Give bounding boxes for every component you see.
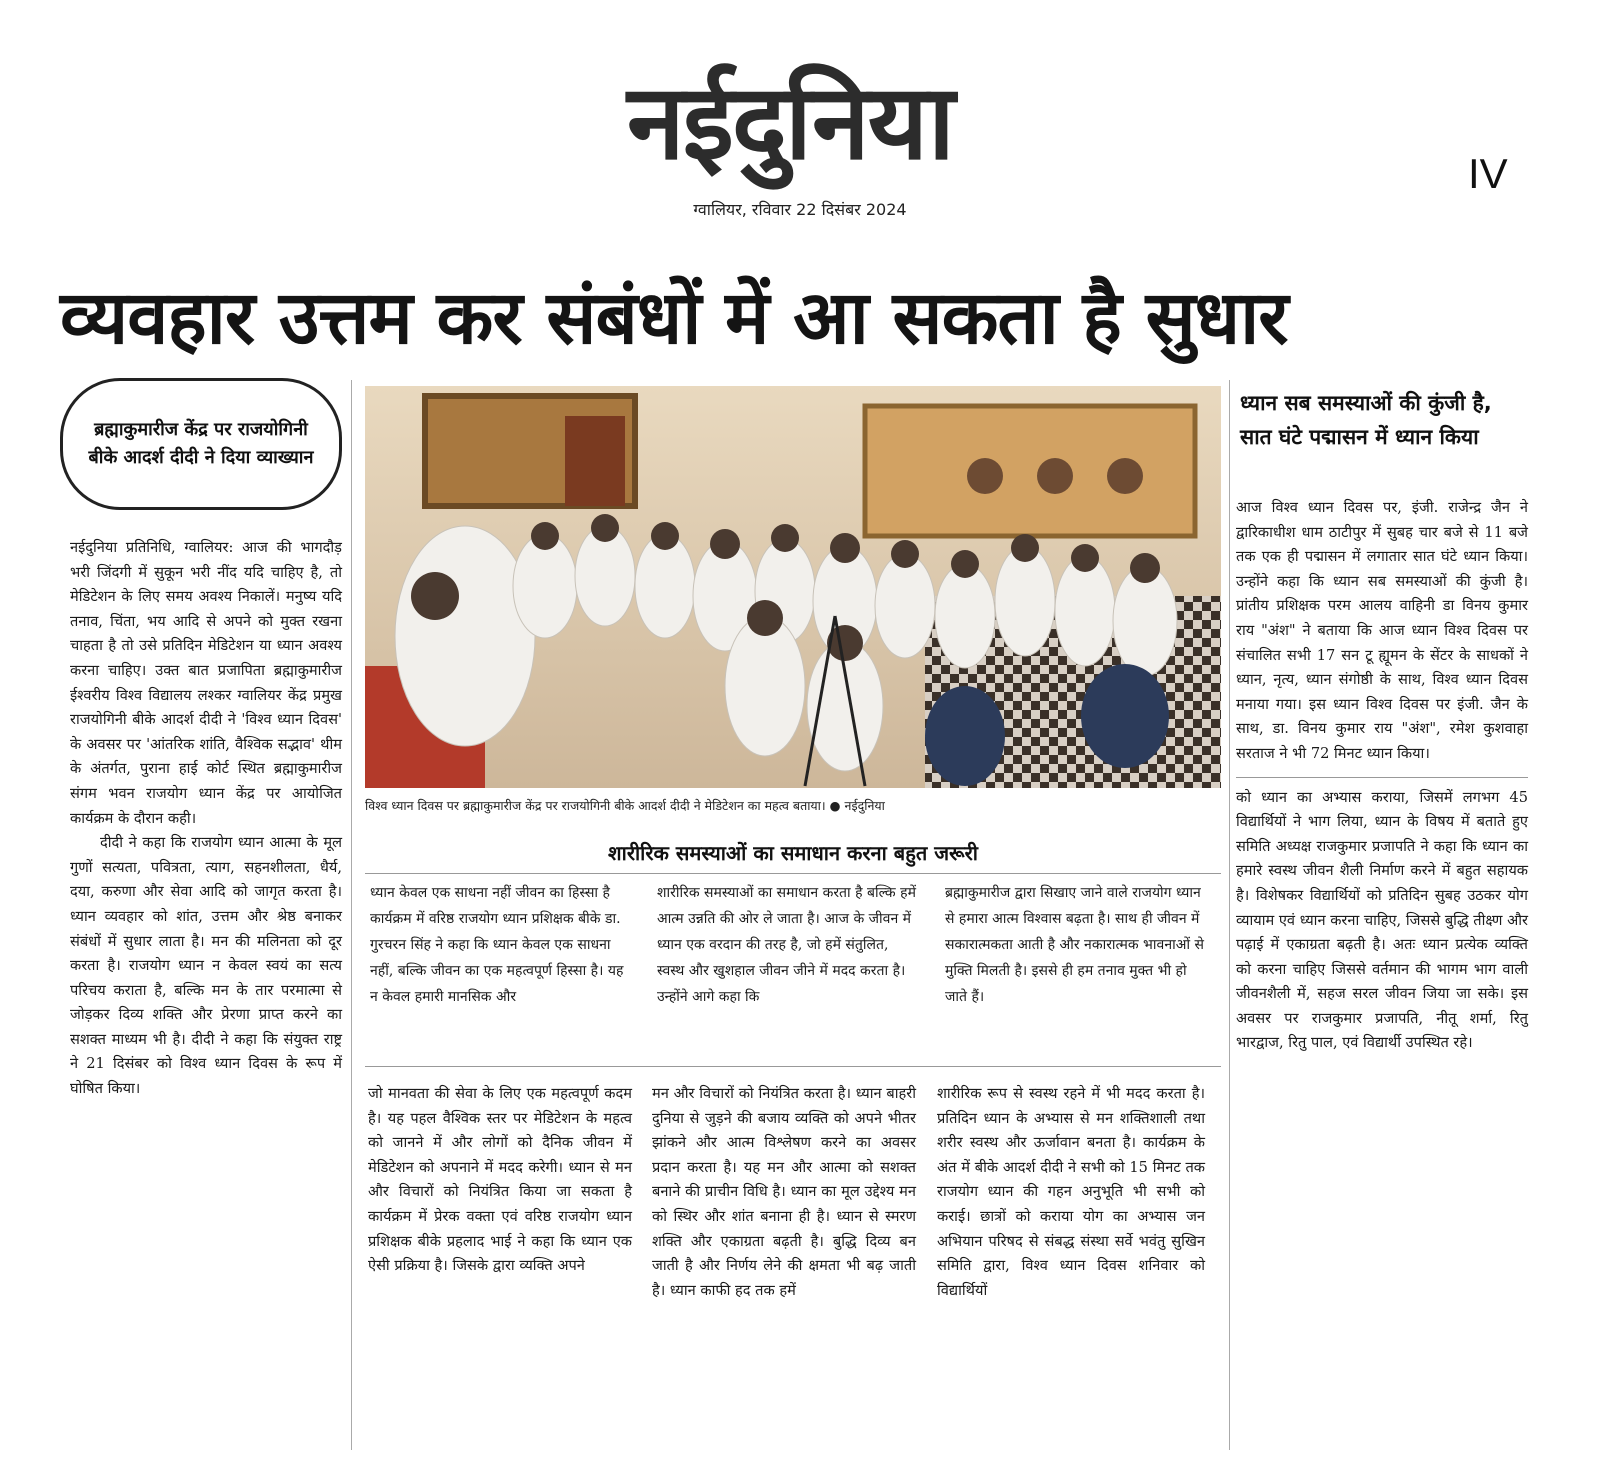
kicker-text: ब्रह्माकुमारीज केंद्र पर राजयोगिनी बीके आदर्श दीदी ने दिया व्याख्यान <box>88 419 314 468</box>
lower-column-4: शारीरिक रूप से स्वस्थ रहने में भी मदद करता है। प्रतिदिन ध्यान के अभ्यास से मन शक्तिशाली तथा शरीर स्वस्थ और ऊर्जावान बनता है। कार्यक्रम के अंत में बीके आदर्श दीदी ने सभी को 15 मिनट तक राजयोग ध्यान की गहन अनुभूति भी सभी को कराई। छात्रों को कराया योग का अभ्यास जन अभियान परिषद से संबद्ध संस्था सर्वे भवंतु सुखिन समिति द्वारा, विश्व ध्यान दिवस शनिवार को विद्यार्थियों <box>937 1085 1205 1299</box>
right-paragraph-2: को ध्यान का अभ्यास कराया, जिसमें लगभग 45 विद्यार्थियों ने भाग लिया, ध्यान के विषय में बताते हुए समिति अध्यक्ष राजकुमार प्रजापति ने कहा कि ध्यान का हमारे स्वस्थ जीवन शैली निर्माण करने में बहुत सहायक है। विशेषकर विद्यार्थियों को प्रतिदिन सुबह उठकर योग व्यायाम एवं ध्यान करना चाहिए, जिससे बुद्धि तीक्ष्ण और पढ़ाई में एकाग्रता बढ़ती है। अतः ध्यान प्रत्येक व्यक्ति को करना चाहिए जिससे वर्तमान की भागम भाग वाली जीवनशैली में, सहज सरल जीवन जिया जा सके। इस अवसर पर राजकुमार प्रजापति, नीतू शर्मा, रितु भारद्वाज, रितु पाल, एवं विद्यार्थी उपस्थित रहे। <box>1236 788 1528 1052</box>
box-column-2: शारीरिक समस्याओं का समाधान करता है बल्कि हमें आत्म उन्नति की ओर ले जाता है। आज के जीवन में ध्यान एक वरदान की तरह है, जो हमें संतुलित, स्वस्थ और खुशहाल जीवन जीने में मदद करता है। उन्होंने आगे कहा कि <box>657 885 916 1005</box>
photo-caption: विश्व ध्यान दिवस पर ब्रह्माकुमारीज केंद्र पर राजयोगिनी बीके आदर्श दीदी ने मेडिटेशन का महत्व बताया। ● नईदुनिया <box>365 798 885 813</box>
col1-paragraph-2: दीदी ने कहा कि राजयोग ध्यान आत्मा के मूल गुणों सत्यता, पवित्रता, त्याग, सहनशीलता, धैर्य, दया, करुणा और सेवा आदि को जागृत करता है। ध्यान व्यवहार को शांत, उत्तम और श्रेष्ठ बनाकर संबंधों में सुधार लाता है। मन की मलिनता को दूर करता है। राजयोग ध्यान न केवल स्वयं का सत्य परिचय कराता है, बल्कि मन के तार परमात्मा से जोड़कर दिव्य शक्ति और प्रेरणा प्राप्त करने का सशक्त माध्यम भी है। दीदी ने कहा कि संयुक्त राष्ट्र ने 21 दिसंबर को विश्व ध्यान दिवस के रूप में घोषित किया। <box>70 834 342 1098</box>
box-column-1: ध्यान केवल एक साधना नहीं जीवन का हिस्सा है कार्यक्रम में वरिष्ठ राजयोग ध्यान प्रशिक्षक बीके डा. गुरचरन सिंह ने कहा कि ध्यान केवल एक साधना नहीं, बल्कि जीवन का एक महत्वपूर्ण हिस्सा है। यह न केवल हमारी मानसिक और <box>370 885 624 1005</box>
lower-column-2: जो मानवता की सेवा के लिए एक महत्वपूर्ण कदम है। यह पहल वैश्विक स्तर पर मेडिटेशन के महत्व को जानने में और लोगों को दैनिक जीवन में मेडिटेशन को अपनाने में मदद करेगी। ध्यान से मन और विचारों को नियंत्रित किया जा सकता है कार्यक्रम में प्रेरक वक्ता एवं वरिष्ठ राजयोग ध्यान प्रशिक्षक बीके प्रहलाद भाई ने कहा कि ध्यान एक ऐसी प्रक्रिया है। जिसके द्वारा व्यक्ति अपने <box>368 1085 632 1275</box>
column-rule-1 <box>351 380 352 1450</box>
box-column-3: ब्रह्माकुमारीज द्वारा सिखाए जाने वाले राजयोग ध्यान से हमारा आत्म विश्वास बढ़ता है। साथ ही जीवन में सकारात्मकता आती है और नकारात्मक भावनाओं से मुक्ति मिलती है। इससे ही हम तनाव मुक्त भी हो जाते हैं। <box>945 885 1204 1005</box>
right-subhead: ध्यान सब समस्याओं की कुंजी है, सात घंटे पद्मासन में ध्यान किया <box>1240 391 1492 449</box>
column-left <box>70 536 342 1102</box>
right-divider <box>1236 777 1528 778</box>
col1-paragraph-1: नईदुनिया प्रतिनिधि, ग्वालियर: आज की भागदौड़ भरी जिंदगी में सुकून भरी नींद यदि चाहिए है, तो मेडिटेशन के लिए समय अवश्य निकालें। मनुष्य यदि तनाव, चिंता, भय आदि से अपने को मुक्त रखना चाहता है तो उसे प्रतिदिन मेडिटेशन या ध्यान अवश्य करना चाहिए। उक्त बात प्रजापिता ब्रह्माकुमारीज ईश्वरीय विश्व विद्यालय लश्कर ग्वालियर केंद्र प्रमुख राजयोगिनी बीके आदर्श दीदी ने 'विश्व ध्यान दिवस' के अवसर पर 'आंतरिक शांति, वैश्विक सद्भाव' थीम के अंतर्गत, पुराना हाई कोर्ट स्थित ब्रह्माकुमारीज संगम भवन राजयोग ध्यान केंद्र पर आयोजित कार्यक्रम के दौरान कही। <box>70 539 342 827</box>
lower-column-3: मन और विचारों को नियंत्रित करता है। ध्यान बाहरी दुनिया से जुड़ने की बजाय व्यक्ति को अपने भीतर झांकने और आत्म विश्लेषण करने का अवसर प्रदान करता है। यह मन और आत्मा को सशक्त बनाने की प्राचीन विधि है। ध्यान का मूल उद्देश्य मन को स्थिर और शांत बनाना ही है। ध्यान से स्मरण शक्ति और एकाग्रता बढ़ती है। बुद्धि दिव्य बन जाती है और निर्णय लेने की क्षमता भी बढ़ जाती है। ध्यान काफी हद तक हमें <box>652 1085 916 1299</box>
box-section <box>365 873 1221 1067</box>
page-number: IV <box>1468 150 1508 197</box>
event-photo-illustration <box>365 386 1221 788</box>
event-photo <box>365 386 1221 788</box>
kicker-box <box>60 378 342 510</box>
column-rule-2 <box>1229 380 1230 1450</box>
right-paragraph-1: आज विश्व ध्यान दिवस पर, इंजी. राजेन्द्र जैन ने द्वारिकाधीश धाम ठाटीपुर में सुबह चार बजे से 11 बजे तक एक ही पद्मासन में लगातार सात घंटे ध्यान किया। उन्होंने कहा कि ध्यान सब समस्याओं की कुंजी है। प्रांतीय प्रशिक्षक परम आलय वाहिनी डा विनय कुमार राय "अंश" ने बताया कि आज ध्यान विश्व दिवस पर संचालित सभी 17 सन टू ह्यूमन के सेंटर के साधकों ने ध्यान, नृत्य, ध्यान संगोष्ठी के साथ, विश्व ध्यान दिवस मनाया गया। इस ध्यान विश्व दिवस पर इंजी. जैन के साथ, डा. विनय कुमार राय "अंश", रमेश कुशवाहा सरताज ने भी 72 मिनट ध्यान किया। <box>1236 499 1528 762</box>
right-column <box>1236 496 1528 1056</box>
masthead: नईदुनिया <box>627 61 953 183</box>
subhead: शारीरिक समस्याओं का समाधान करना बहुत जरूरी <box>608 841 978 865</box>
headline: व्यवहार उत्तम कर संबंधों में आ सकता है सुधार <box>60 275 1288 361</box>
dateline: ग्वालियर, रविवार 22 दिसंबर 2024 <box>693 200 907 219</box>
